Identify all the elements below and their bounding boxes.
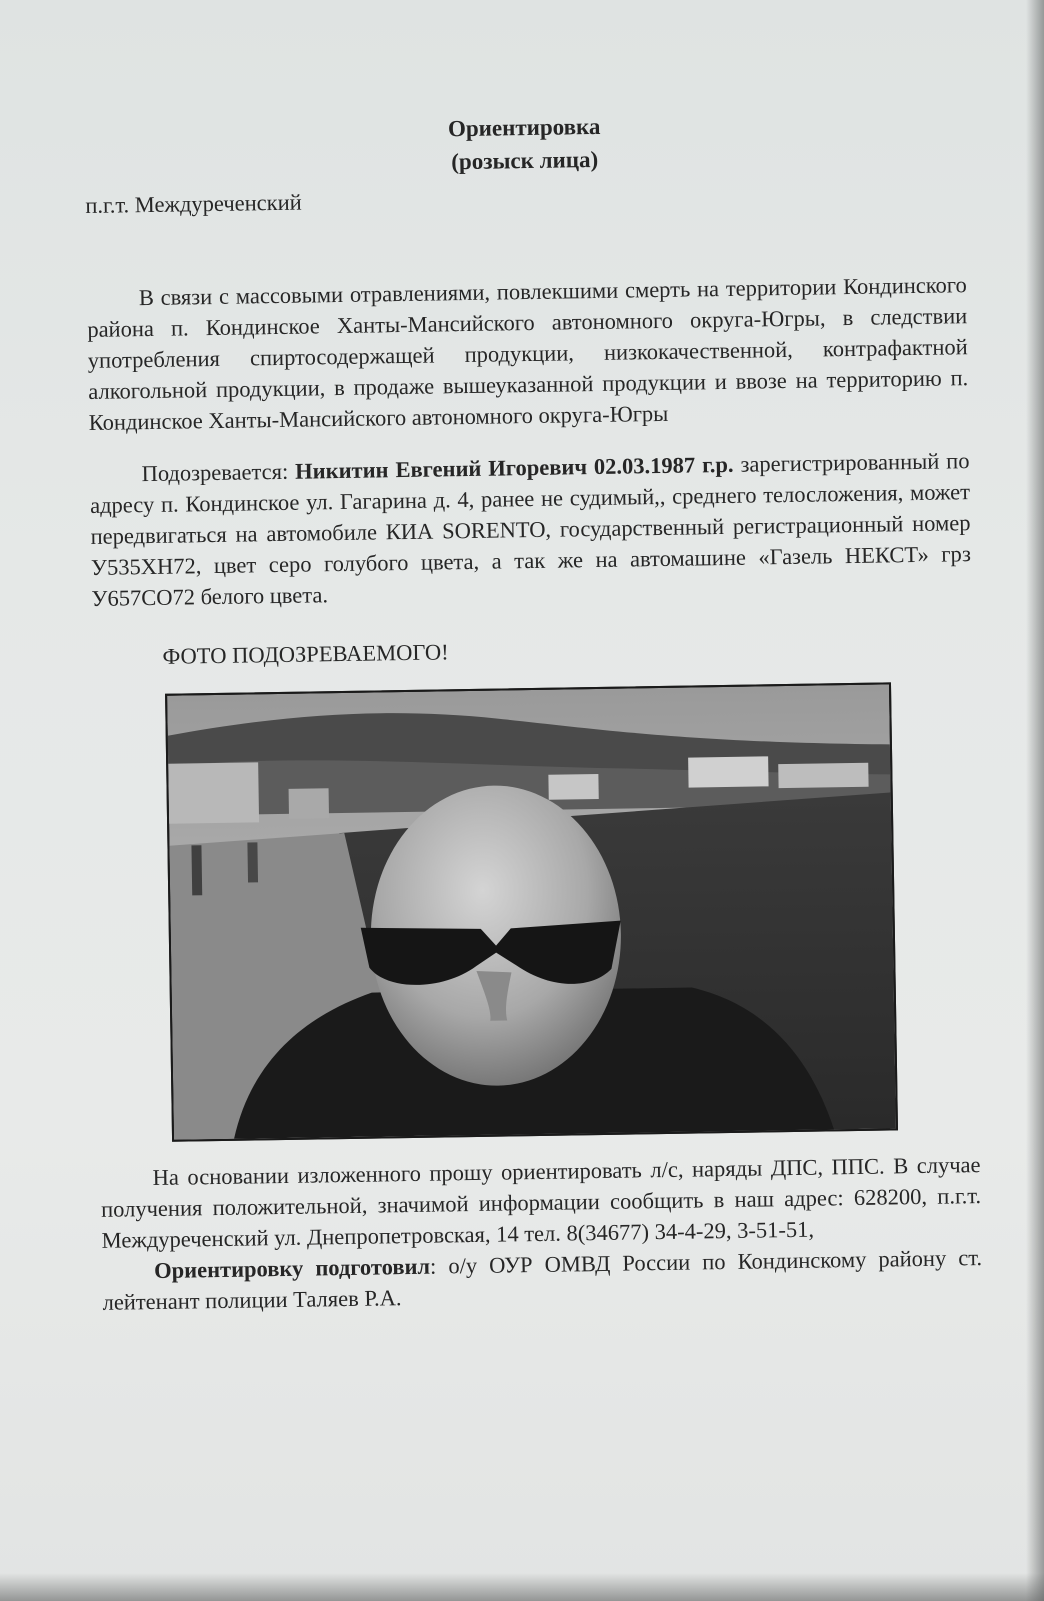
- suspect-name: Никитин Евгений Игоревич 02.03.1987 г.р.: [294, 451, 734, 484]
- suspect-label: Подозревается:: [141, 458, 289, 487]
- prepared-text: : о/у ОУР ОМВД России по Кондинскому району ст. лейтенант полиции Таляев Р.А.: [102, 1245, 983, 1315]
- document-title: Ориентировка: [447, 113, 601, 142]
- reason-paragraph: В связи с массовыми отравлениями, повлекшими смерть на территории Кондинского района п. Кондинское Ханты-Мансийского автономного округа-Югры, в следствии употребления спиртосодержащей продукции, низкокачественной, контрафактной алкогольной продукции, в продаже вышеуказанной продукции и ввозе на территорию п. Кондинское Ханты-Мансийского автономного округа-Югры: [87, 272, 969, 435]
- request-paragraph: На основании изложенного прошу ориентировать л/с, наряды ДПС, ППС. В случае получения положительной, значимой информации сообщить в наш адрес: 628200, п.г.т. Междуреченский ул. Днепропетровская, 14 тел. 8(34677) 34-4-29, 3-51-51,: [100, 1152, 982, 1253]
- suspect-photo: [165, 682, 898, 1141]
- prepared-label: Ориентировку подготовил: [153, 1253, 431, 1284]
- document-subtitle: (розыск лица): [451, 146, 599, 175]
- suspect-details: зарегистрированный по адресу п. Кондинское ул. Гагарина д. 4, ранее не судимый,, среднего телосложения, может передвигаться на автомобиле КИА SORENTO, государственный регистрационный номер У535ХН72, цвет серо голубого цвета, а так же на автомашине «Газель НЕКСТ» грз У657СО72 белого цвета.: [89, 448, 972, 611]
- document-place: п.г.т. Междуреченский: [85, 189, 302, 218]
- suspect-paragraph: [89, 445, 971, 614]
- page-bottom-shadow: [0, 1573, 1044, 1601]
- orientation-document: [84, 104, 983, 1318]
- prepared-paragraph: [102, 1242, 983, 1318]
- page-edge-shadow: [1026, 0, 1044, 1601]
- photo-label: ФОТО ПОДОЗРЕВАЕМОГО!: [162, 639, 449, 669]
